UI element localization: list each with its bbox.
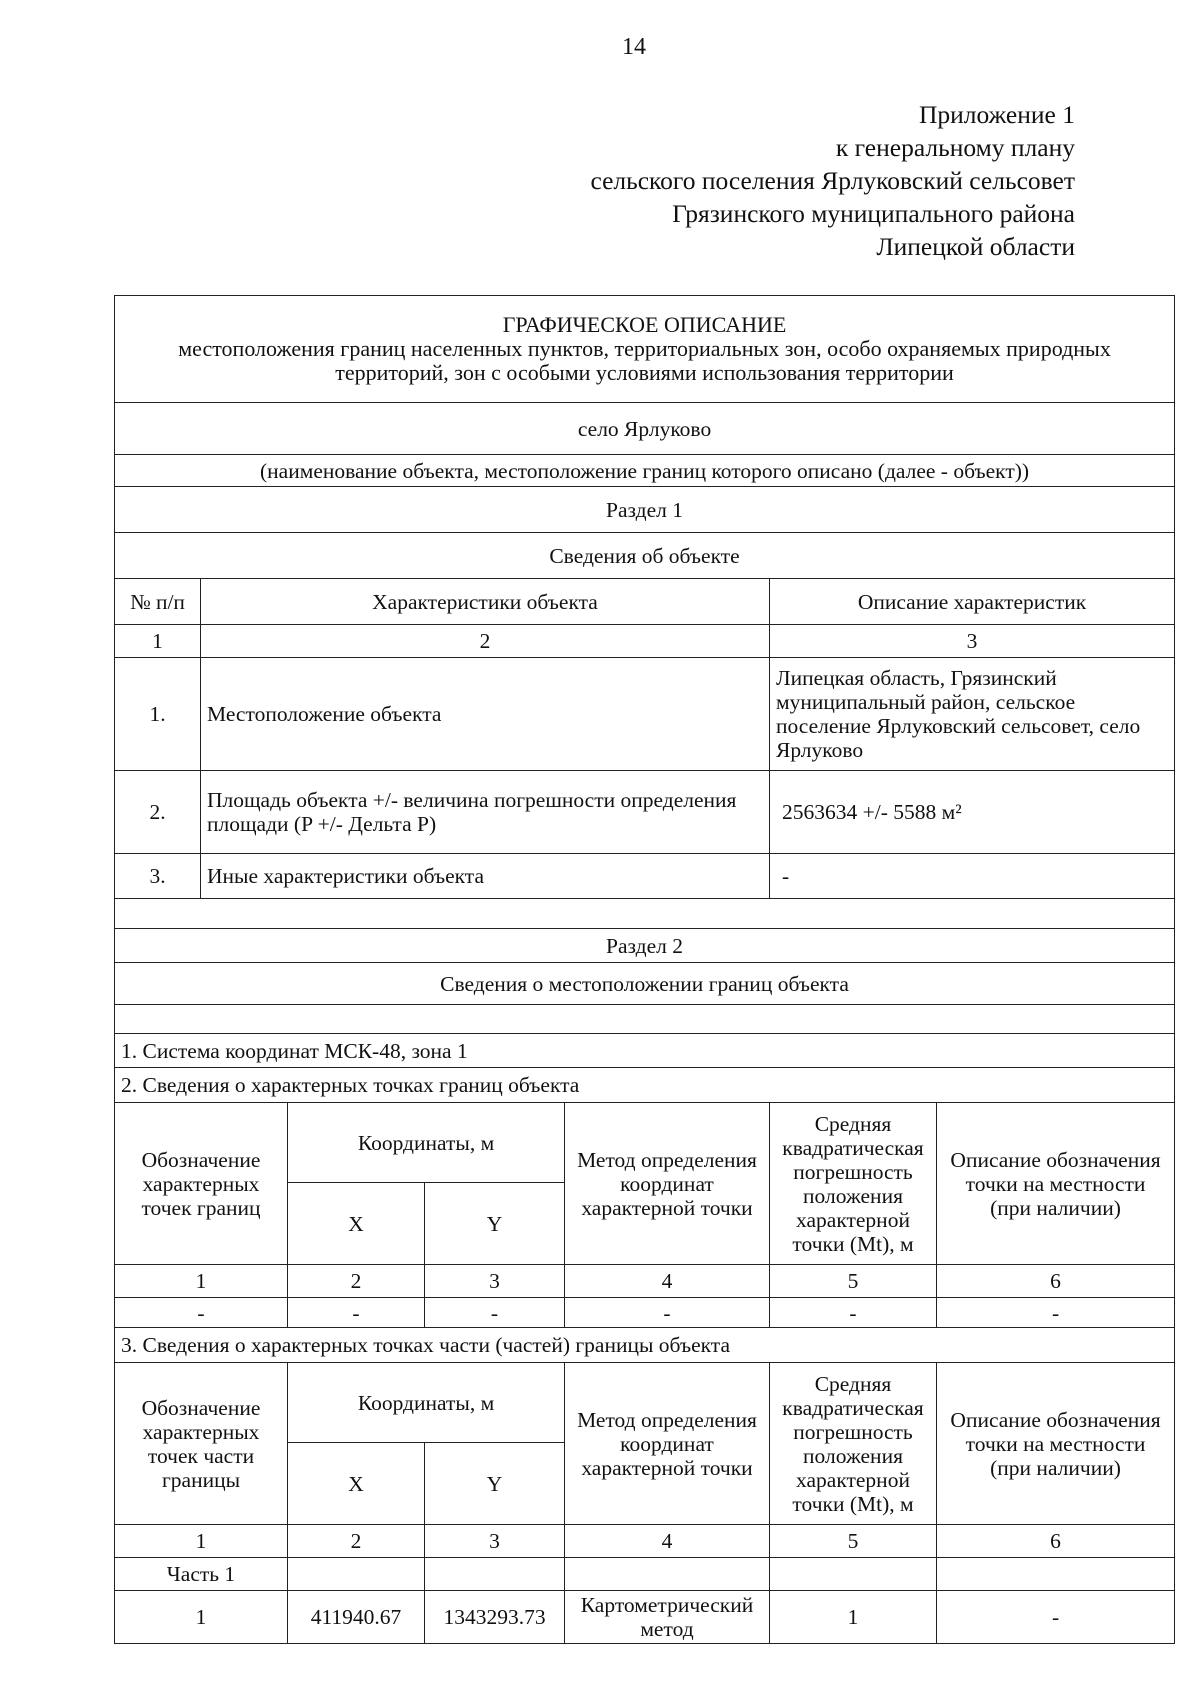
col-number: 6	[937, 1525, 1175, 1558]
header-designation: Обозначение характерных точек границ	[115, 1103, 288, 1265]
points-heading: 2. Сведения о характерных точках границ объекта	[115, 1068, 1175, 1103]
header-description: Описание обозначения точки на местности (при наличии)	[937, 1363, 1175, 1525]
empty-cell	[770, 1558, 937, 1591]
section1-subtitle: Сведения об объекте	[115, 533, 1175, 579]
table-cell: -	[425, 1298, 565, 1328]
header-designation-parts: Обозначение характерных точек части границы	[115, 1363, 288, 1525]
part-label-row	[115, 1558, 1175, 1591]
header-row	[115, 296, 1175, 403]
col-number: 5	[770, 1525, 937, 1558]
object-name-caption: (наименование объекта, местоположение границ которого описано (далее - объект))	[115, 455, 1175, 487]
point-method: Картометрический метод	[565, 1591, 770, 1644]
point-x: 411940.67	[288, 1591, 425, 1644]
col-number: 3	[425, 1525, 565, 1558]
points-header-row	[115, 1103, 1175, 1183]
parts-heading: 3. Сведения о характерных точках части (частей) границы объекта	[115, 1328, 1175, 1363]
table-cell: -	[937, 1298, 1175, 1328]
col-header-characteristic: Характеристики объекта	[201, 579, 770, 625]
point-error: 1	[770, 1591, 937, 1644]
col-number: 1	[115, 1525, 288, 1558]
section2-subtitle: Сведения о местоположении границ объекта	[115, 963, 1175, 1005]
col-number: 1	[115, 1265, 288, 1298]
parts-number-row	[115, 1525, 1175, 1558]
appendix-line: Приложение 1	[919, 100, 1075, 129]
row-value: -	[770, 854, 1175, 899]
header-error: Средняя квадратическая погрешность положения характерной точки (Mt), м	[770, 1103, 937, 1265]
header-x: X	[288, 1183, 425, 1265]
header-error: Средняя квадратическая погрешность положения характерной точки (Mt), м	[770, 1363, 937, 1525]
col-number: 4	[565, 1265, 770, 1298]
col-number: 1	[115, 625, 201, 658]
empty-cell	[288, 1558, 425, 1591]
table-row	[115, 1591, 1175, 1644]
col-number: 2	[288, 1525, 425, 1558]
part-label: Часть 1	[115, 1558, 288, 1591]
col-number: 3	[425, 1265, 565, 1298]
document-title: ГРАФИЧЕСКОЕ ОПИСАНИЕ	[502, 312, 787, 337]
spacer-row	[115, 899, 1175, 929]
table-row	[115, 1298, 1175, 1328]
col-number: 2	[201, 625, 770, 658]
col-number: 3	[770, 625, 1175, 658]
appendix-line: Липецкой области	[876, 232, 1075, 261]
appendix-line: Грязинского муниципального района	[672, 199, 1075, 228]
table-row	[115, 658, 1175, 771]
header-method: Метод определения координат характерной точки	[565, 1363, 770, 1525]
point-description: -	[937, 1591, 1175, 1644]
section1-title: Раздел 1	[115, 487, 1175, 533]
header-y: Y	[425, 1183, 565, 1265]
section1-number-row	[115, 625, 1175, 658]
header-coordinates: Координаты, м	[288, 1363, 565, 1443]
row-value: Липецкая область, Грязинский муниципальный район, сельское поселение Ярлуковский сельсовет, село Ярлуково	[770, 658, 1175, 771]
empty-cell	[565, 1558, 770, 1591]
row-name: Местоположение объекта	[201, 658, 770, 771]
header-x: X	[288, 1443, 425, 1525]
header-description: Описание обозначения точки на местности (при наличии)	[937, 1103, 1175, 1265]
point-designation: 1	[115, 1591, 288, 1644]
col-header-num: № п/п	[115, 579, 201, 625]
row-num: 2.	[115, 771, 201, 854]
empty-cell	[425, 1558, 565, 1591]
header-method: Метод определения координат характерной точки	[565, 1103, 770, 1265]
row-num: 3.	[115, 854, 201, 899]
row-name: Площадь объекта +/- величина погрешности определения площади (P +/- Дельта P)	[201, 771, 770, 854]
col-header-description: Описание характеристик	[770, 579, 1175, 625]
spacer-row	[115, 1005, 1175, 1034]
graphic-description-table	[114, 295, 1175, 1644]
empty-cell	[115, 1005, 1175, 1034]
appendix-line: сельского поселения Ярлуковский сельсовет	[590, 166, 1075, 195]
table-row	[115, 771, 1175, 854]
section1-header-row	[115, 579, 1175, 625]
table-row	[115, 854, 1175, 899]
header-y: Y	[425, 1443, 565, 1525]
section2-title: Раздел 2	[115, 929, 1175, 963]
table-cell: -	[770, 1298, 937, 1328]
empty-cell	[937, 1558, 1175, 1591]
table-cell: -	[288, 1298, 425, 1328]
col-number: 4	[565, 1525, 770, 1558]
points-number-row	[115, 1265, 1175, 1298]
col-number: 6	[937, 1265, 1175, 1298]
appendix-line: к генеральному плану	[835, 133, 1075, 162]
coord-system: 1. Система координат МСК-48, зона 1	[115, 1034, 1175, 1068]
header-cell	[115, 296, 1175, 403]
col-number: 5	[770, 1265, 937, 1298]
table-cell: -	[115, 1298, 288, 1328]
row-num: 1.	[115, 658, 201, 771]
empty-cell	[115, 899, 1175, 929]
col-number: 2	[288, 1265, 425, 1298]
document-subtitle: местоположения границ населенных пунктов, территориальных зон, особо охраняемых природных территорий, зон с особыми условиями использования территории	[178, 336, 1111, 385]
row-name: Иные характеристики объекта	[201, 854, 770, 899]
row-value: 2563634 +/- 5588 м²	[770, 771, 1175, 854]
parts-header-row	[115, 1363, 1175, 1443]
point-y: 1343293.73	[425, 1591, 565, 1644]
appendix-block	[590, 98, 1075, 263]
header-coordinates: Координаты, м	[288, 1103, 565, 1183]
page-number: 14	[622, 34, 646, 60]
table-cell: -	[565, 1298, 770, 1328]
object-name: село Ярлуково	[115, 403, 1175, 455]
